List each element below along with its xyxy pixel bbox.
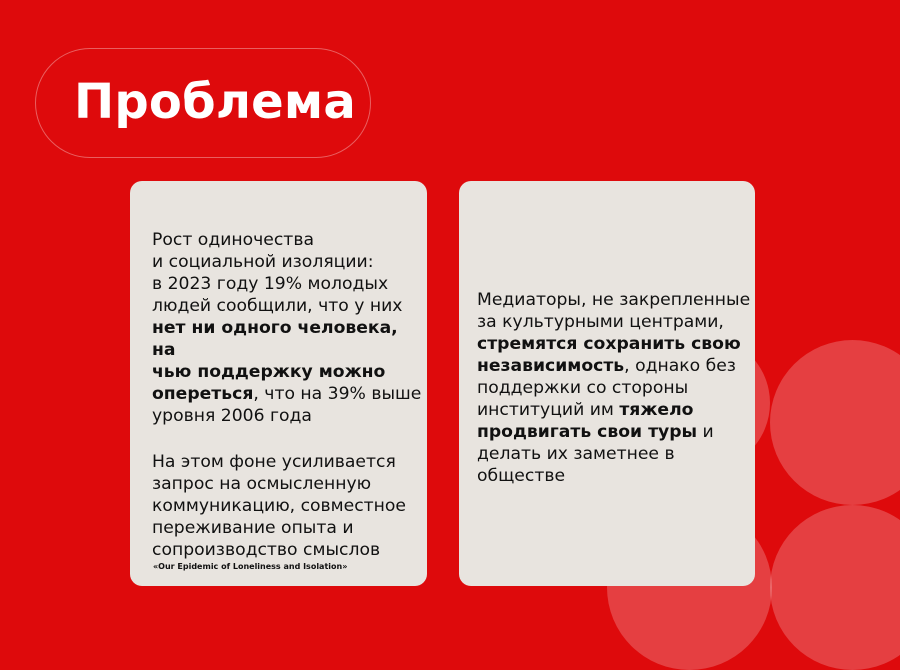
loneliness-statistic-text	[152, 229, 427, 427]
mediators-part-1: Медиаторы, не закрепленные за культурными центрами,	[477, 290, 751, 332]
problem-card-mediators	[459, 181, 755, 586]
mediators-part-2: , однако без поддержки со стороны институций им	[477, 356, 736, 420]
page-title: Проблема	[74, 74, 356, 130]
problem-card-loneliness	[130, 181, 427, 586]
decor-circle-4	[770, 505, 900, 670]
mediators-part-3: и делать их заметнее в обществе	[477, 422, 714, 486]
loneliness-highlight: нет ни одного человека, на чью поддержку можно опереться	[152, 318, 398, 404]
mediators-highlight-1: стремятся сохранить свою независимость	[477, 334, 741, 376]
loneliness-tail: , что на 39% выше уровня 2006 года	[152, 384, 422, 426]
mediators-text	[477, 289, 755, 487]
mediators-highlight-2: тяжело продвигать свои туры	[477, 400, 698, 442]
loneliness-intro: Рост одиночества и социальной изоляции: в 2023 году 19% молодых людей сообщили, что у них	[152, 230, 403, 316]
source-footnote: «Our Epidemic of Loneliness and Isolation»	[153, 562, 348, 571]
decor-circle-2	[770, 340, 900, 505]
communication-demand-text: На этом фоне усиливается запрос на осмысленную коммуникацию, совместное переживание опыта и сопроизводство смыслов	[152, 452, 407, 560]
